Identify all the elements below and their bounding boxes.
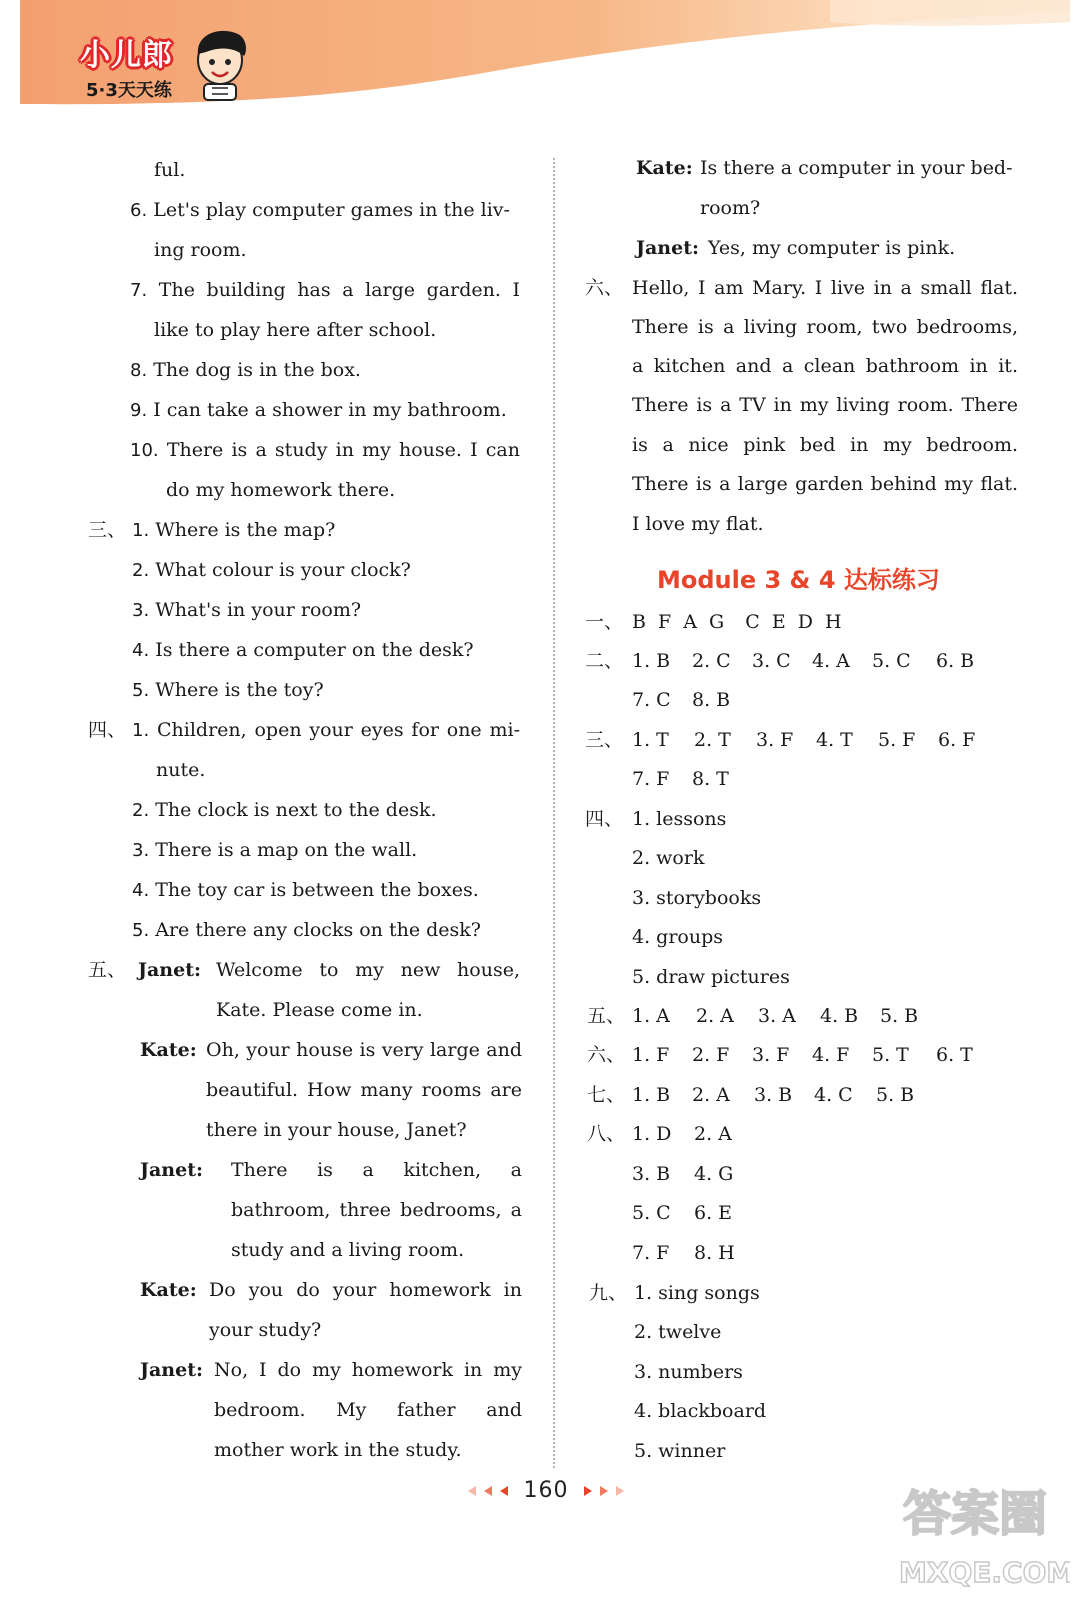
- item-text: Is there a computer on the desk?: [155, 639, 474, 661]
- answer-item: 4. blackboard: [634, 1400, 767, 1422]
- answer-item: 5. winner: [634, 1440, 726, 1462]
- answer-item: 1. T: [632, 729, 669, 751]
- watermark-logo: [895, 1470, 1070, 1595]
- answer-item: 4. B: [820, 1005, 859, 1027]
- answer-item: 2. work: [632, 847, 705, 869]
- answer-item: 1. F: [632, 1044, 670, 1066]
- answer-item: 3. numbers: [634, 1361, 743, 1383]
- answer-row: [632, 1114, 732, 1154]
- item-text: There is a map on the wall.: [155, 839, 418, 861]
- dialogue-line: No, I do my homework in my: [214, 1359, 522, 1381]
- speaker-label: Janet:: [138, 959, 201, 981]
- speaker-label: Kate:: [636, 157, 693, 179]
- answer-item: 4. F: [812, 1044, 850, 1066]
- speaker-label: Janet:: [140, 1159, 203, 1181]
- list-item: [132, 630, 474, 670]
- boy-mascot-icon: [190, 26, 252, 102]
- section-marker: 四、: [585, 808, 624, 830]
- answer-line: B F A G C E D H: [632, 611, 845, 633]
- list-item: [132, 830, 417, 870]
- list-item: [132, 790, 437, 830]
- dialogue-line: Yes, my computer is pink.: [708, 237, 956, 259]
- answer-item: 2. A: [694, 1123, 732, 1145]
- answer-row: [632, 1035, 973, 1075]
- answer-item: 5. C: [872, 650, 911, 672]
- dialogue-line: mother work in the study.: [214, 1439, 462, 1461]
- passage-line: There is a living room, two bedrooms,: [632, 316, 1018, 338]
- answer-item: 8. H: [694, 1242, 735, 1264]
- watermark-cn: 答案圈: [903, 1486, 1048, 1542]
- section-marker: 六、: [585, 277, 624, 299]
- answer-item: 5. B: [876, 1084, 915, 1106]
- answer-item: 7. F: [632, 1242, 670, 1264]
- item-number: 2.: [132, 560, 150, 581]
- passage-line: Hello, I am Mary. I live in a small flat.: [632, 277, 1018, 299]
- answer-row: [632, 1154, 733, 1194]
- dialogue-line: Kate. Please come in.: [216, 999, 423, 1021]
- answer-item: 6. E: [694, 1202, 733, 1224]
- item-text: Children, open your eyes for one mi-: [156, 719, 520, 741]
- speaker-label: Janet:: [636, 237, 699, 259]
- list-item: [132, 710, 520, 750]
- list-item: [130, 390, 507, 430]
- dialogue-line: study and a living room.: [231, 1239, 465, 1261]
- item-number: 5.: [132, 920, 150, 941]
- answer-item: 6. T: [936, 1044, 973, 1066]
- text-line: ing room.: [154, 239, 247, 261]
- answer-row: [632, 680, 730, 720]
- list-item: [130, 350, 361, 390]
- answer-item: 3. storybooks: [632, 887, 762, 909]
- answer-item: 2. A: [696, 1005, 734, 1027]
- item-text: Let's play computer games in the liv-: [153, 199, 510, 221]
- list-item: [132, 910, 481, 950]
- logo-subtitle: 5·3天天练: [86, 80, 172, 101]
- item-text: Where is the map?: [155, 519, 336, 541]
- answer-row: [632, 641, 974, 681]
- item-text: The clock is next to the desk.: [155, 799, 437, 821]
- item-number: 4.: [132, 880, 150, 901]
- section-marker: 五、: [88, 959, 127, 981]
- answer-item: 1. B: [632, 650, 671, 672]
- section-marker: 二、: [585, 650, 624, 672]
- section-marker: 三、: [88, 519, 127, 541]
- list-item: [130, 190, 520, 230]
- answer-item: 3. C: [752, 650, 791, 672]
- answer-item: 1. D: [632, 1123, 672, 1145]
- answer-item: 3. F: [752, 1044, 790, 1066]
- answer-item: 7. F: [632, 768, 670, 790]
- answer-item: 4. groups: [632, 926, 724, 948]
- dialogue-line: bedroom. My father and: [214, 1399, 522, 1421]
- answer-item: 2. F: [692, 1044, 730, 1066]
- answer-item: 5. C: [632, 1202, 671, 1224]
- answer-item: 1. A: [632, 1005, 670, 1027]
- answer-row: [632, 1075, 914, 1115]
- item-text: What's in your room?: [155, 599, 362, 621]
- list-item: [132, 550, 411, 590]
- answer-row: [632, 1193, 732, 1233]
- item-text: What colour is your clock?: [155, 559, 411, 581]
- list-item: [132, 510, 335, 550]
- list-item: [130, 430, 520, 470]
- dialogue-line: There is a kitchen, a: [231, 1159, 522, 1181]
- dialogue-line: Do you do your homework in: [209, 1279, 522, 1301]
- watermark-en: MXQE.COM: [899, 1556, 1070, 1589]
- dialogue-line: your study?: [209, 1319, 322, 1341]
- dialogue-line: Oh, your house is very large and: [206, 1039, 522, 1061]
- header-band: [0, 0, 1092, 118]
- answer-item: 7. C: [632, 689, 671, 711]
- speaker-label: Kate:: [140, 1279, 197, 1301]
- right-arrows-icon: [574, 1484, 626, 1502]
- list-item: [132, 670, 324, 710]
- column-divider: [553, 158, 555, 1468]
- section-marker: 三、: [585, 729, 624, 751]
- answer-item: 6. F: [938, 729, 976, 751]
- left-arrows-icon: [466, 1484, 518, 1502]
- answer-item: 4. T: [816, 729, 853, 751]
- section-marker: 九、: [589, 1282, 628, 1304]
- text-line: nute.: [156, 759, 206, 781]
- answer-item: 1. B: [632, 1084, 671, 1106]
- passage-line: a kitchen and a clean bathroom in it.: [632, 355, 1018, 377]
- item-number: 4.: [132, 640, 150, 661]
- section-marker: 五、: [587, 1005, 626, 1027]
- text-line: do my homework there.: [166, 479, 396, 501]
- answer-row: [632, 996, 918, 1036]
- text-line: ful.: [154, 159, 186, 181]
- answer-item: 2. T: [694, 729, 731, 751]
- answer-item: 2. twelve: [634, 1321, 722, 1343]
- list-item: [132, 870, 479, 910]
- answer-item: 2. A: [692, 1084, 730, 1106]
- passage-line: is a nice pink bed in my bedroom.: [632, 434, 1018, 456]
- item-number: 1.: [132, 720, 150, 741]
- section-marker: 四、: [88, 719, 127, 741]
- item-text: Are there any clocks on the desk?: [155, 919, 481, 941]
- text-line: like to play here after school.: [154, 319, 437, 341]
- answer-item: 4. A: [812, 650, 850, 672]
- section-marker: 六、: [587, 1044, 626, 1066]
- item-number: 10.: [130, 440, 159, 461]
- item-text: The dog is in the box.: [153, 359, 361, 381]
- answer-item: 3. B: [754, 1084, 793, 1106]
- speaker-label: Kate:: [140, 1039, 197, 1061]
- answer-item: 5. draw pictures: [632, 966, 790, 988]
- module-title: Module 3 & 4 达标练习: [657, 566, 940, 594]
- answer-item: 3. A: [758, 1005, 796, 1027]
- passage-line: I love my flat.: [632, 513, 764, 535]
- list-item: [132, 590, 361, 630]
- item-number: 3.: [132, 600, 150, 621]
- answer-item: 1. sing songs: [634, 1282, 760, 1304]
- answer-row: [632, 1233, 735, 1273]
- answer-item: 5. T: [872, 1044, 909, 1066]
- section-marker: 一、: [585, 611, 624, 633]
- item-number: 5.: [132, 680, 150, 701]
- passage-line: There is a TV in my living room. There: [632, 394, 1018, 416]
- answer-item: 5. B: [880, 1005, 919, 1027]
- dialogue-line: Welcome to my new house,: [216, 959, 520, 981]
- list-item: [130, 270, 520, 310]
- item-text: I can take a shower in my bathroom.: [153, 399, 507, 421]
- item-number: 9.: [130, 400, 148, 421]
- answer-row: [632, 720, 975, 760]
- logo-title: 小儿郎: [80, 38, 173, 73]
- section-marker: 七、: [587, 1084, 626, 1106]
- item-number: 3.: [132, 840, 150, 861]
- answer-row: [632, 759, 729, 799]
- answer-item: 2. C: [692, 650, 731, 672]
- dialogue-line: Is there a computer in your bed-: [700, 157, 1013, 179]
- speaker-label: Janet:: [140, 1359, 203, 1381]
- answer-item: 6. B: [936, 650, 975, 672]
- item-number: 2.: [132, 800, 150, 821]
- answer-item: 8. T: [692, 768, 729, 790]
- answer-item: 8. B: [692, 689, 731, 711]
- item-text: There is a study in my house. I can: [166, 439, 520, 461]
- item-number: 7.: [130, 280, 148, 301]
- answer-item: 4. G: [694, 1163, 734, 1185]
- answer-item: 1. lessons: [632, 808, 727, 830]
- passage-line: There is a large garden behind my flat.: [632, 473, 1018, 495]
- page-number: 160: [523, 1478, 569, 1503]
- dialogue-line: bathroom, three bedrooms, a: [231, 1199, 522, 1221]
- watermark-icon: [895, 1470, 1070, 1595]
- item-number: 8.: [130, 360, 148, 381]
- item-number: 1.: [132, 520, 150, 541]
- answer-item: 3. B: [632, 1163, 671, 1185]
- answer-item: 3. F: [756, 729, 794, 751]
- dialogue-line: there in your house, Janet?: [206, 1119, 467, 1141]
- answer-item: 4. C: [814, 1084, 853, 1106]
- section-marker: 八、: [587, 1123, 626, 1145]
- item-number: 6.: [130, 200, 148, 221]
- dialogue-line: beautiful. How many rooms are: [206, 1079, 522, 1101]
- item-text: Where is the toy?: [155, 679, 324, 701]
- answer-item: 5. F: [878, 729, 916, 751]
- item-text: The toy car is between the boxes.: [155, 879, 479, 901]
- item-text: The building has a large garden. I: [158, 279, 520, 301]
- dialogue-line: room?: [700, 197, 761, 219]
